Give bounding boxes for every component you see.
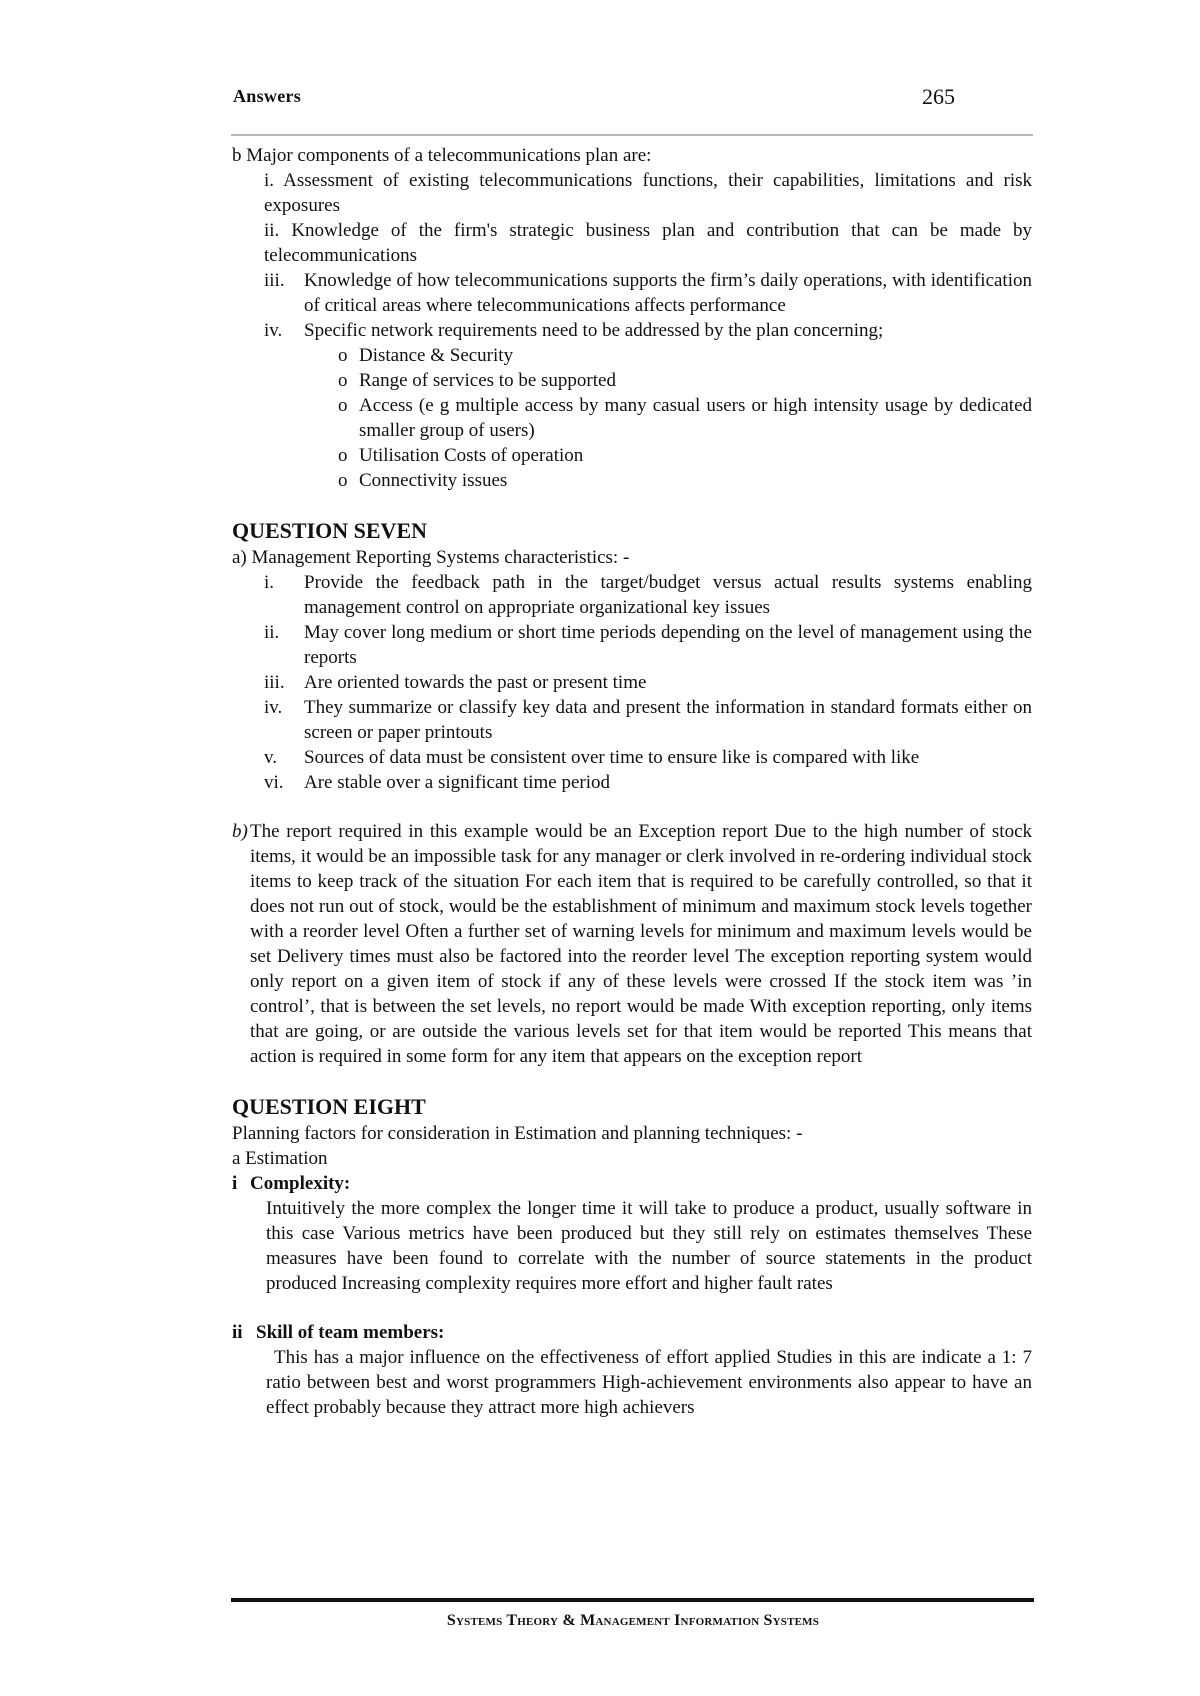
bullet-marker: o — [338, 470, 348, 491]
list-item — [232, 620, 1032, 670]
telecom-plan-section — [232, 143, 1032, 493]
q7-part-b-text: The report required in this example would be an Exception report Due to the high number of stock items, it would be an impossible task for any manager or clerk involved in re-ordering individual stock items to keep track of the situation For each item that is required to be carefully controlled, so that it does not run out of stock, would be the establishment of minimum and maximum stock levels together with a reorder level Often a further set of warning levels for minimum and maximum levels would be set Delivery times must also be factored into the reorder level The exception reporting system would only report on a given item of stock if any of these levels were crossed If the stock item was ’in control’, that is between the set levels, no report would be made With exception reporting, only items that are going, or are outside the various levels set for that item would be reported This means that action is required in some form for any item that appears on the exception report — [250, 821, 1032, 1067]
q8-intro: Planning factors for consideration in Estimation and planning techniques: - — [232, 1123, 803, 1144]
list-item — [232, 695, 1032, 745]
list-item-number: iv. — [264, 320, 283, 341]
question-seven-heading: QUESTION SEVEN — [232, 518, 428, 543]
list-item-number: i. — [264, 170, 275, 191]
page-content — [232, 143, 1032, 1420]
question-eight-heading: QUESTION EIGHT — [232, 1094, 426, 1119]
list-item-text: They summarize or classify key data and present the information in standard formats either on screen or paper printouts — [304, 697, 1032, 743]
subsection-title: Skill of team members: — [256, 1322, 445, 1343]
skill-text: This has a major influence on the effectiveness of effort applied Studies in this are indicate a 1: 7 ratio between best and worst programmers High-achievement environments also appear to have an effect probably because they attract more high achievers — [266, 1347, 1032, 1418]
page-number: 265 — [922, 84, 955, 109]
bullet-item — [232, 393, 1032, 443]
list-item-text: Are oriented towards the past or present time — [304, 672, 647, 693]
list-item-text: May cover long medium or short time periods depending on the level of management using the reports — [304, 622, 1032, 668]
bullet-marker: o — [338, 370, 348, 391]
bullet-text: Distance & Security — [359, 345, 514, 366]
telecom-plan-list — [232, 168, 1032, 343]
q7-part-b-label: b) — [232, 821, 248, 842]
running-footer-title: Systems Theory & Management Information Systems — [446, 1612, 820, 1629]
subsection-title: Complexity: — [250, 1173, 351, 1194]
list-item-text: Assessment of existing telecommunications functions, their capabilities, limitations and risk exposures — [264, 170, 1032, 216]
list-item-text: Knowledge of how telecommunications supports the firm’s daily operations, with identification of critical areas where telecommunications affects performance — [304, 270, 1032, 316]
complexity-text: Intuitively the more complex the longer time it will take to produce a product, usually software in this case Various metrics have been produced but they still rely on estimates themselves These measures have been found to correlate with the number of source statements in the product produced Increasing complexity requires more effort and higher fault rates — [266, 1198, 1032, 1294]
running-header-title: Answers — [233, 86, 302, 106]
list-item — [232, 770, 1032, 795]
list-item — [232, 168, 1032, 218]
list-item-text: Specific network requirements need to be addressed by the plan concerning; — [304, 320, 884, 341]
list-item — [232, 218, 1032, 268]
part-b-intro: b Major components of a telecommunications plan are: — [232, 145, 652, 166]
list-item-number: ii. — [264, 622, 280, 643]
bullet-text: Utilisation Costs of operation — [359, 445, 584, 466]
list-item-number: iii. — [264, 672, 285, 693]
bullet-item — [232, 343, 1032, 368]
complexity-heading — [232, 1171, 1032, 1196]
list-item-text: Provide the feedback path in the target/budget versus actual results systems enabling management control on appropriate organizational key issues — [304, 572, 1032, 618]
list-item-number: vi. — [264, 772, 284, 793]
bullet-item — [232, 368, 1032, 393]
list-item-number: iv. — [264, 697, 283, 718]
list-item-number: iii. — [264, 270, 285, 291]
list-item — [232, 268, 1032, 318]
list-item — [232, 670, 1032, 695]
q7-part-b-paragraph — [232, 819, 1032, 1069]
estimation-label: a Estimation — [232, 1148, 328, 1169]
subsection-number: i — [232, 1173, 238, 1194]
bullet-item — [232, 443, 1032, 468]
bullet-item — [232, 468, 1032, 493]
bullet-marker: o — [338, 345, 348, 366]
list-item — [232, 318, 1032, 343]
list-item — [232, 570, 1032, 620]
list-item-text: Sources of data must be consistent over time to ensure like is compared with like — [304, 747, 920, 768]
list-item-number: v. — [264, 747, 278, 768]
network-requirements-list — [232, 343, 1032, 493]
header-rule — [231, 134, 1033, 136]
bullet-marker: o — [338, 395, 348, 416]
bullet-text: Access (e g multiple access by many casual users or high intensity usage by dedicated smaller group of users) — [359, 395, 1032, 441]
list-item-number: i. — [264, 572, 275, 593]
footer-rule — [231, 1598, 1034, 1602]
list-item-text: Are stable over a significant time period — [304, 772, 611, 793]
bullet-marker: o — [338, 445, 348, 466]
list-item-number: ii. — [264, 220, 280, 241]
list-item — [232, 745, 1032, 770]
mrs-characteristics-list — [232, 570, 1032, 795]
list-item-text: Knowledge of the firm's strategic business plan and contribution that can be made by telecommunications — [264, 220, 1033, 266]
skill-heading — [232, 1320, 1032, 1345]
bullet-text: Range of services to be supported — [359, 370, 616, 391]
bullet-text: Connectivity issues — [359, 470, 508, 491]
q7-part-a-intro: a) Management Reporting Systems characteristics: - — [232, 547, 630, 568]
subsection-number: ii — [232, 1322, 243, 1343]
